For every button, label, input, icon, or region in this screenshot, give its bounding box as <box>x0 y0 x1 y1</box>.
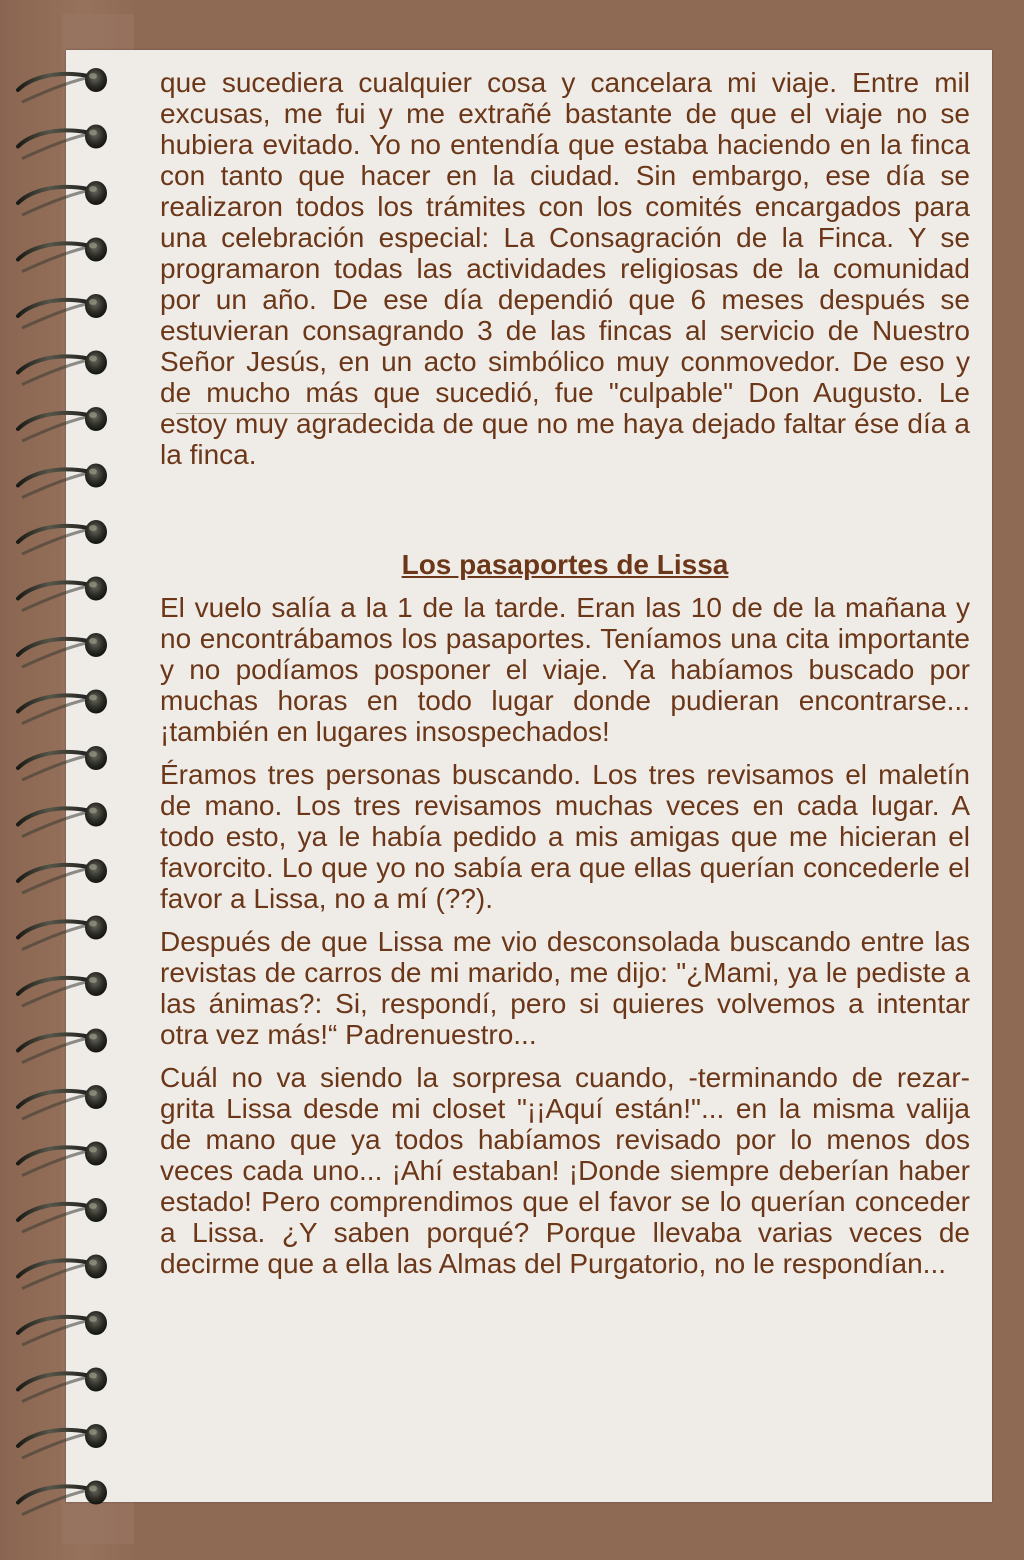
spiral-ring <box>18 238 107 272</box>
spiral-ring <box>18 1481 107 1515</box>
spiral-ring <box>18 633 107 667</box>
page-text <box>160 67 970 1291</box>
paragraph-flight: El vuelo salía a la 1 de la tarde. Eran las 10 de de la mañana y no encontrábamos los pasaportes. Teníamos una cita importante y no podíamos posponer el viaje. Ya habíamos buscado por muchas horas en todo lugar donde pudieran encontrarse... ¡también en lugares insospechados! <box>160 592 970 747</box>
spiral-ring <box>18 181 107 215</box>
spiral-ring <box>18 1142 107 1176</box>
spiral-ring <box>18 859 107 893</box>
spiral-ring <box>18 746 107 780</box>
spiral-ring <box>18 125 107 159</box>
paragraph-found: Cuál no va siendo la sorpresa cuando, -terminando de rezar- grita Lissa desde mi closet "¡¡Aquí están!"... en la misma valija de mano que ya todos habíamos revisado por lo menos dos veces cada uno... ¡Ahí estaban! ¡Donde siempre deberían haber estado! Pero comprendimos que el favor se lo querían conceder a Lissa. ¿Y saben porqué? Porque llevaba varias veces de decirme que a ella las Almas del Purgatorio, no le respondían... <box>160 1062 970 1279</box>
spiral-ring <box>18 464 107 498</box>
spiral-ring <box>18 803 107 837</box>
spiral-ring <box>18 1198 107 1232</box>
spiral-ring <box>18 1424 107 1458</box>
section-title: Los pasaportes de Lissa <box>401 549 729 580</box>
spiral-ring <box>18 1368 107 1402</box>
spacer <box>160 470 970 549</box>
spiral-ring <box>18 351 107 385</box>
spiral-ring <box>18 916 107 950</box>
paragraph-three-people: Éramos tres personas buscando. Los tres revisamos el maletín de mano. Los tres revisamos muchas veces en cada lugar. A todo esto, ya le había pedido a mis amigas que me hicieran el favorcito. Lo que yo no sabía era que ellas querían concederle el favor a Lissa, no a mí (??). <box>160 759 970 914</box>
spiral-ring <box>18 68 107 102</box>
spiral-ring <box>18 972 107 1006</box>
spiral-ring <box>18 1029 107 1063</box>
spiral-ring <box>18 520 107 554</box>
spiral-ring <box>18 1255 107 1289</box>
spiral-ring <box>18 1311 107 1345</box>
spiral-ring <box>18 294 107 328</box>
paragraph-lissa-asks: Después de que Lissa me vio desconsolada buscando entre las revistas de carros de mi marido, me dijo: "¿Mami, ya le pediste a las ánimas?: Si, respondí, pero si quieres volvemos a intentar otra vez más!“ Padrenuestro... <box>160 926 970 1050</box>
spiral-ring <box>18 577 107 611</box>
spiral-ring <box>18 690 107 724</box>
spiral-binding <box>0 0 140 1560</box>
spiral-ring <box>18 1085 107 1119</box>
spiral-ring <box>18 407 107 441</box>
intro-paragraph: que sucediera cualquier cosa y cancelara mi viaje. Entre mil excusas, me fui y me extrañé bastante de que el viaje no se hubiera evitado. Yo no entendía que estaba haciendo en la finca con tanto que hacer en la ciudad. Sin embargo, ese día se realizaron todos los trámites con los comités encargados para una celebración especial: La Consagración de la Finca. Y se programaron todas las actividades religiosas de la comunidad por un año. De ese día dependió que 6 meses después se estuvieran consagrando 3 de las fincas al servicio de Nuestro Señor Jesús, en un acto simbólico muy conmovedor. De eso y de mucho más que sucedió, fue "culpable" Don Augusto. Le estoy muy agradecida de que no me haya dejado faltar ése día a la finca. <box>160 67 970 470</box>
